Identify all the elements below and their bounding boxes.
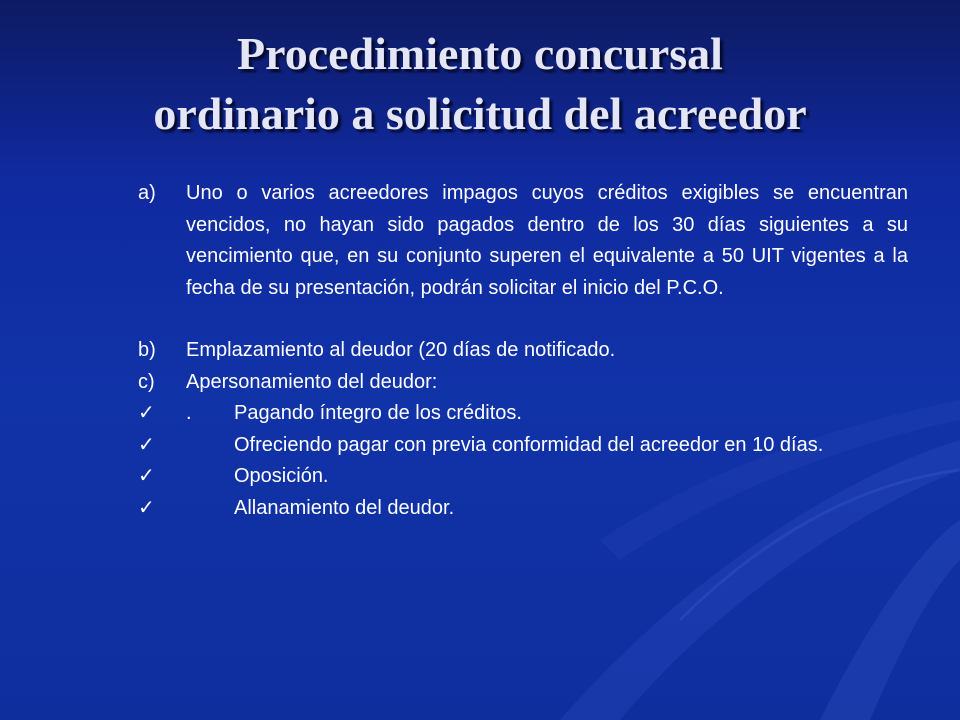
title-line-1: Procedimiento concursal [237,28,723,79]
slide-title [40,24,920,144]
check-item-text: Allanamiento del deudor. [234,496,455,519]
checkmark-icon: ✓ [138,465,155,487]
check-item-text: Ofreciendo pagar con previa conformidad del acreedor en 10 días. [234,433,824,456]
list-marker: a) [138,182,156,204]
list-item-text: Uno o varios acreedores impagos cuyos créditos exigibles se encuentran vencidos, no hayan sido pagados dentro de los 30 días siguientes a su vencimiento que, en su conjunto superen el equivalente a 50 UIT vigentes a la fecha de su presentación, podrán solicitar el inicio del P.C.O. [186,182,908,299]
check-item-1 [138,398,908,430]
list-item-c [138,367,908,399]
check-item-text: Oposición. [234,465,329,487]
list-marker: c) [138,370,155,393]
checkmark-icon: ✓ [138,496,155,519]
list-item-text: Emplazamiento al deudor (20 días de notificado. [186,339,616,361]
checkmark-icon: ✓ [138,402,155,424]
list-item-a [138,178,908,304]
list-item-text: Apersonamiento del deudor: [186,370,438,393]
check-item-2 [138,430,908,462]
slide-body [138,178,908,524]
list-item-b [138,335,908,367]
check-item-text: Pagando íntegro de los créditos. [234,402,522,424]
check-item-3 [138,461,908,493]
check-item-4 [138,493,908,525]
checkmark-icon: ✓ [138,433,155,456]
list-marker: b) [138,339,156,361]
title-line-2: ordinario a solicitud del acreedor [153,88,807,139]
check-prefix: . [186,402,192,424]
